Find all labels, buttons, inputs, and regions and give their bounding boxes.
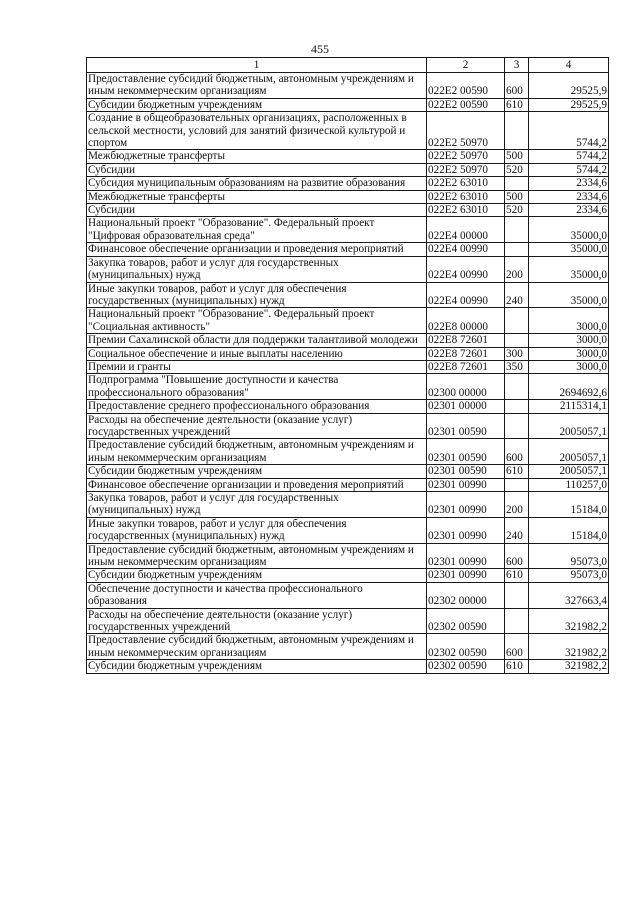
- row-code: 02302 00590: [427, 608, 505, 634]
- row-code: 02302 00590: [427, 634, 505, 660]
- table-row: [87, 243, 609, 256]
- row-name: Финансовое обеспечение организации и проведения мероприятий: [87, 243, 427, 256]
- row-type: 610: [505, 660, 529, 673]
- table-row: [87, 73, 609, 99]
- row-type: [505, 308, 529, 334]
- table-row: [87, 190, 609, 203]
- row-amount: 15184,0: [529, 492, 609, 518]
- row-type: 200: [505, 256, 529, 282]
- table-row: [87, 308, 609, 334]
- row-code: 022E4 00000: [427, 217, 505, 243]
- row-code: 022E4 00990: [427, 256, 505, 282]
- row-code: 022E8 72601: [427, 347, 505, 360]
- row-type: 350: [505, 360, 529, 373]
- row-amount: 3000,0: [529, 347, 609, 360]
- row-code: 02302 00590: [427, 660, 505, 673]
- row-code: 022E2 00590: [427, 98, 505, 111]
- table-row: [87, 582, 609, 608]
- row-code: 02301 00990: [427, 478, 505, 491]
- row-amount: 5744,2: [529, 163, 609, 176]
- row-name: Предоставление субсидий бюджетным, автономным учреждениям и иным некоммерческим организациям: [87, 439, 427, 465]
- row-amount: 5744,2: [529, 112, 609, 150]
- row-name: Иные закупки товаров, работ и услуг для обеспечения государственных (муниципальных) нужд: [87, 282, 427, 308]
- row-type: [505, 112, 529, 150]
- table-row: [87, 163, 609, 176]
- row-amount: 327663,4: [529, 582, 609, 608]
- page-number: 455: [311, 42, 329, 56]
- row-code: 022E4 00990: [427, 282, 505, 308]
- table-row: [87, 465, 609, 478]
- row-code: 02301 00590: [427, 413, 505, 439]
- row-code: 022E8 72601: [427, 360, 505, 373]
- row-amount: 35000,0: [529, 256, 609, 282]
- row-amount: 5744,2: [529, 150, 609, 163]
- row-code: 02301 00990: [427, 517, 505, 543]
- header-type: 3: [505, 58, 529, 73]
- row-name: Субсидия муниципальным образованиям на развитие образования: [87, 177, 427, 190]
- row-amount: 3000,0: [529, 334, 609, 347]
- header-row: [87, 58, 609, 73]
- table-body: [87, 73, 609, 674]
- row-type: 520: [505, 204, 529, 217]
- row-type: 600: [505, 634, 529, 660]
- row-type: [505, 217, 529, 243]
- row-name: Предоставление субсидий бюджетным, автономным учреждениям и иным некоммерческим организациям: [87, 73, 427, 99]
- row-amount: 2334,6: [529, 177, 609, 190]
- row-name: Субсидии бюджетным учреждениям: [87, 569, 427, 582]
- row-amount: 2005057,1: [529, 413, 609, 439]
- row-name: Расходы на обеспечение деятельности (оказание услуг) государственных учреждений: [87, 608, 427, 634]
- row-code: 022E2 50970: [427, 112, 505, 150]
- row-type: 600: [505, 73, 529, 99]
- row-type: 500: [505, 190, 529, 203]
- row-code: 022E8 72601: [427, 334, 505, 347]
- table-row: [87, 112, 609, 150]
- table-row: [87, 256, 609, 282]
- row-code: 022E2 63010: [427, 177, 505, 190]
- row-amount: 321982,2: [529, 660, 609, 673]
- row-code: 02301 00990: [427, 543, 505, 569]
- table-row: [87, 478, 609, 491]
- row-code: 022E8 00000: [427, 308, 505, 334]
- table-row: [87, 608, 609, 634]
- row-code: 022E2 63010: [427, 204, 505, 217]
- table-row: [87, 660, 609, 673]
- row-name: Межбюджетные трансферты: [87, 190, 427, 203]
- row-name: Социальное обеспечение и иные выплаты населению: [87, 347, 427, 360]
- row-amount: 3000,0: [529, 360, 609, 373]
- row-code: 02301 00590: [427, 439, 505, 465]
- row-name: Предоставление субсидий бюджетным, автономным учреждениям и иным некоммерческим организациям: [87, 543, 427, 569]
- row-type: 300: [505, 347, 529, 360]
- row-type: [505, 582, 529, 608]
- row-code: 02301 00000: [427, 400, 505, 413]
- row-type: 600: [505, 543, 529, 569]
- row-code: 022E4 00990: [427, 243, 505, 256]
- row-type: [505, 334, 529, 347]
- row-amount: 3000,0: [529, 308, 609, 334]
- row-amount: 35000,0: [529, 217, 609, 243]
- table-row: [87, 543, 609, 569]
- row-type: [505, 374, 529, 400]
- row-type: 520: [505, 163, 529, 176]
- row-name: Предоставление среднего профессионального образования: [87, 400, 427, 413]
- row-code: 022E2 50970: [427, 150, 505, 163]
- table-row: [87, 400, 609, 413]
- table-row: [87, 413, 609, 439]
- header-name: 1: [87, 58, 427, 73]
- row-name: Межбюджетные трансферты: [87, 150, 427, 163]
- row-name: Премии Сахалинской области для поддержки талантливой молодежи: [87, 334, 427, 347]
- row-amount: 95073,0: [529, 569, 609, 582]
- row-amount: 2115314,1: [529, 400, 609, 413]
- row-amount: 29525,9: [529, 98, 609, 111]
- row-name: Субсидии бюджетным учреждениям: [87, 465, 427, 478]
- row-type: 240: [505, 282, 529, 308]
- table-row: [87, 374, 609, 400]
- row-code: 02301 00990: [427, 569, 505, 582]
- table-row: [87, 334, 609, 347]
- row-name: Премии и гранты: [87, 360, 427, 373]
- table-row: [87, 492, 609, 518]
- row-type: 610: [505, 465, 529, 478]
- row-type: [505, 608, 529, 634]
- row-name: Создание в общеобразовательных организациях, расположенных в сельской местности, условий для занятий физической культурой и спортом: [87, 112, 427, 150]
- row-code: 02301 00590: [427, 465, 505, 478]
- row-amount: 2334,6: [529, 204, 609, 217]
- row-name: Национальный проект "Образование". Федеральный проект "Социальная активность": [87, 308, 427, 334]
- row-type: [505, 478, 529, 491]
- row-type: [505, 413, 529, 439]
- row-type: [505, 177, 529, 190]
- row-amount: 95073,0: [529, 543, 609, 569]
- row-amount: 321982,2: [529, 634, 609, 660]
- row-type: [505, 243, 529, 256]
- row-type: 600: [505, 439, 529, 465]
- row-name: Обеспечение доступности и качества профессионального образования: [87, 582, 427, 608]
- header-amount: 4: [529, 58, 609, 73]
- row-amount: 2694692,6: [529, 374, 609, 400]
- row-name: Субсидии бюджетным учреждениям: [87, 98, 427, 111]
- row-code: 022E2 50970: [427, 163, 505, 176]
- row-type: [505, 400, 529, 413]
- row-name: Национальный проект "Образование". Федеральный проект "Цифровая образовательная среда": [87, 217, 427, 243]
- row-type: 200: [505, 492, 529, 518]
- table-row: [87, 347, 609, 360]
- row-type: 500: [505, 150, 529, 163]
- row-type: 610: [505, 569, 529, 582]
- table-row: [87, 569, 609, 582]
- row-code: 02302 00000: [427, 582, 505, 608]
- row-name: Закупка товаров, работ и услуг для государственных (муниципальных) нужд: [87, 256, 427, 282]
- row-code: 022E2 00590: [427, 73, 505, 99]
- row-code: 02300 00000: [427, 374, 505, 400]
- row-amount: 15184,0: [529, 517, 609, 543]
- row-amount: 321982,2: [529, 608, 609, 634]
- row-name: Расходы на обеспечение деятельности (оказание услуг) государственных учреждений: [87, 413, 427, 439]
- row-name: Субсидии бюджетным учреждениям: [87, 660, 427, 673]
- table-row: [87, 177, 609, 190]
- row-amount: 2005057,1: [529, 465, 609, 478]
- row-name: Подпрограмма "Повышение доступности и качества профессионального образования": [87, 374, 427, 400]
- row-type: 610: [505, 98, 529, 111]
- row-name: Предоставление субсидий бюджетным, автономным учреждениям и иным некоммерческим организациям: [87, 634, 427, 660]
- row-name: Субсидии: [87, 163, 427, 176]
- table-row: [87, 217, 609, 243]
- row-amount: 35000,0: [529, 282, 609, 308]
- table-row: [87, 439, 609, 465]
- row-amount: 110257,0: [529, 478, 609, 491]
- row-amount: 29525,9: [529, 73, 609, 99]
- table-row: [87, 634, 609, 660]
- row-name: Иные закупки товаров, работ и услуг для обеспечения государственных (муниципальных) нужд: [87, 517, 427, 543]
- table-row: [87, 150, 609, 163]
- table-row: [87, 360, 609, 373]
- table-row: [87, 517, 609, 543]
- header-code: 2: [427, 58, 505, 73]
- row-code: 02301 00990: [427, 492, 505, 518]
- row-name: Финансовое обеспечение организации и проведения мероприятий: [87, 478, 427, 491]
- row-type: 240: [505, 517, 529, 543]
- row-code: 022E2 63010: [427, 190, 505, 203]
- table-row: [87, 98, 609, 111]
- budget-table: [86, 57, 609, 674]
- row-amount: 2005057,1: [529, 439, 609, 465]
- table-row: [87, 204, 609, 217]
- row-name: Закупка товаров, работ и услуг для государственных (муниципальных) нужд: [87, 492, 427, 518]
- table-row: [87, 282, 609, 308]
- row-amount: 35000,0: [529, 243, 609, 256]
- row-name: Субсидии: [87, 204, 427, 217]
- row-amount: 2334,6: [529, 190, 609, 203]
